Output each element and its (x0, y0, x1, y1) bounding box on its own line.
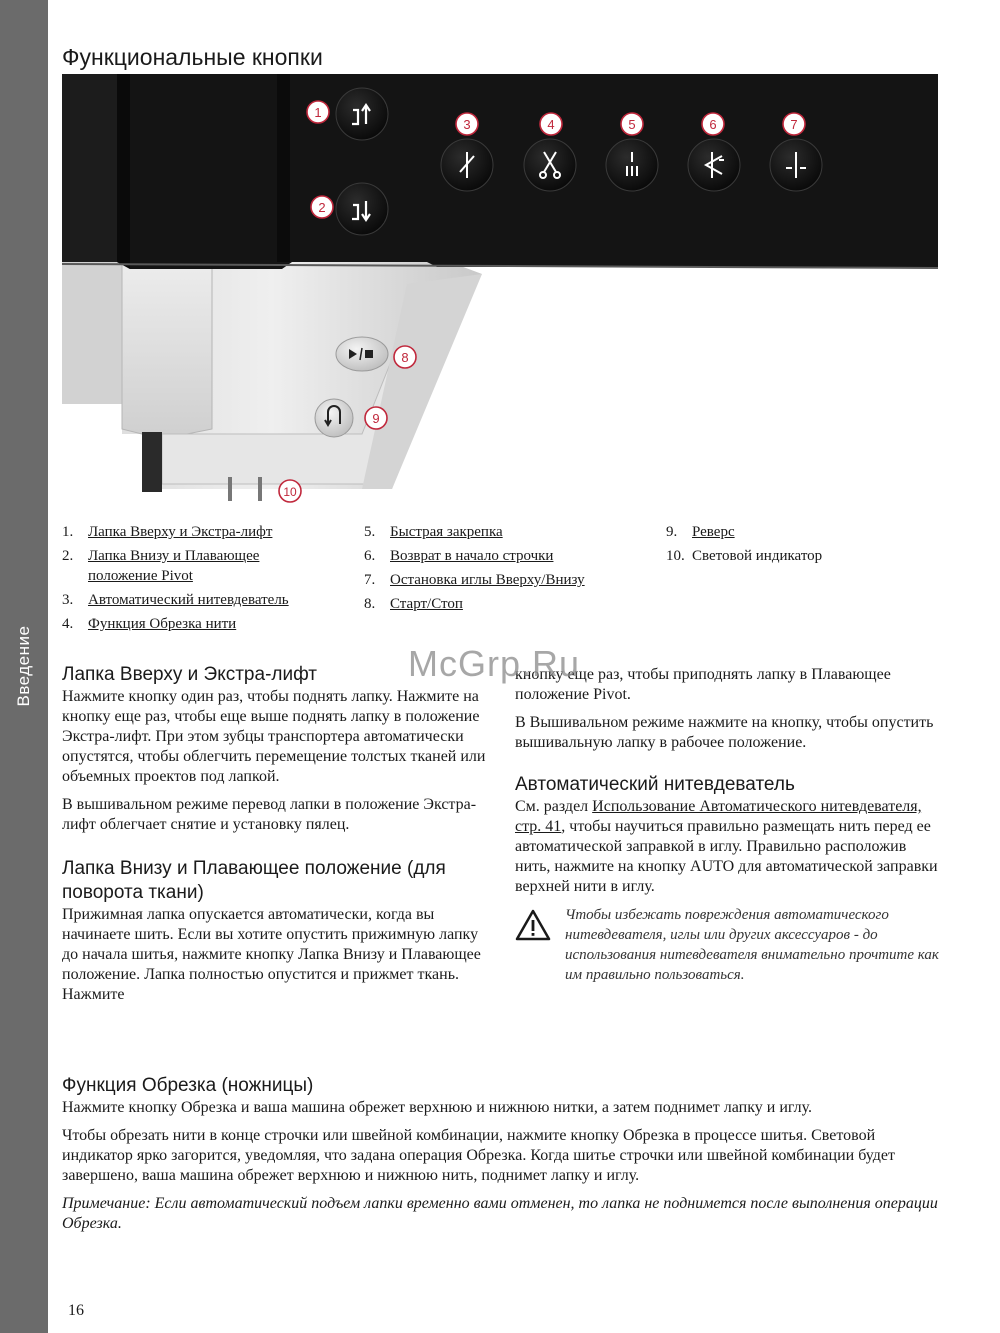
callout-2 (311, 196, 333, 218)
thread-cutter-button[interactable] (524, 139, 576, 191)
callout-3 (456, 113, 478, 135)
cutter-note: Примечание: Если автоматический подъем лапки временно вами отменен, то лапка не поднимется после выполнения операции Обрезка. (62, 1195, 938, 1232)
legend-link-foot-down[interactable]: Лапка Внизу и Плавающее положение Pivot (88, 548, 260, 584)
svg-text:7: 7 (790, 117, 798, 132)
cutter-paragraph-2: Чтобы обрезать нити в конце строчки или швейной комбинации, нажмите кнопку Обрезка в процессе шитья. Световой индикатор ярко загорится, уведомляя, что задана операция Обрезка. Когда шитье строчки или швейной комбинации будет завершено, ваша машина обрежет верхнюю и нижнюю нить, поднимет лапку и иглу. (62, 1127, 895, 1184)
presser-foot-down-button[interactable] (336, 183, 388, 235)
legend-link-reverse[interactable]: Реверс (692, 524, 735, 540)
legend-item: 5. Быстрая закрепка (364, 524, 503, 540)
threader-warning (515, 905, 939, 985)
sidebar-band (0, 0, 48, 1333)
legend-indicator-label: Световой индикатор (692, 548, 823, 564)
page-title: Функциональные кнопки (62, 44, 323, 70)
tie-off-button[interactable] (606, 139, 658, 191)
legend-link-foot-up[interactable]: Лапка Вверху и Экстра-лифт (88, 524, 273, 540)
svg-text:6: 6 (709, 117, 717, 132)
cutter-section (62, 1074, 942, 1242)
callout-8 (394, 346, 416, 368)
needle-threader-button[interactable] (441, 139, 493, 191)
legend-item: 7. Остановка иглы Вверху/Внизу (364, 572, 585, 588)
legend-item: 3. Автоматический нитевдеватель (62, 592, 289, 608)
foot-down-paragraph-1: Прижимная лапка опускается автоматически, когда вы начинаете шить. Если вы хотите опустить прижимную лапку до начала шитья, нажмите кнопку Лапка Внизу и Плавающее положение. Лапка полностью опустится и прижмет ткань. Нажмите (62, 906, 481, 1003)
svg-text:5: 5 (628, 117, 636, 132)
callout-6 (702, 113, 724, 135)
legend-link-tie-off[interactable]: Быстрая закрепка (390, 524, 503, 540)
legend-col-2 (364, 522, 654, 618)
callout-5 (621, 113, 643, 135)
legend-link-needle-stop[interactable]: Остановка иглы Вверху/Внизу (390, 572, 585, 588)
cutter-paragraph-1: Нажмите кнопку Обрезка и ваша машина обрежет верхнюю и нижнюю нитки, а затем поднимет лапку и иглу. (62, 1099, 813, 1116)
callout-4 (540, 113, 562, 135)
start-stop-button[interactable] (336, 337, 388, 371)
foot-down-paragraph-2: кнопку еще раз, чтобы приподнять лапку в Плавающее положение Pivot. (515, 666, 891, 703)
foot-up-paragraph-1: Нажмите кнопку один раз, чтобы поднять лапку. Нажмите на кнопку еще раз, чтобы еще выше поднять лапку в положение Экстра-лифт. При этом зубцы транспортера автоматически опустятся, чтобы облегчить перемещение толстых тканей или объемных проектов под лапкой. (62, 688, 486, 785)
presser-foot-up-button[interactable] (336, 88, 388, 140)
threader-paragraph: См. раздел Использование Автоматического нитевдевателя, стр. 41, чтобы научиться правильно размещать нить перед ее автоматической заправкой в иглу. Правильно расположив нить, нажмите на кнопку AUTO для автоматической заправки верхней нити в иглу. (515, 798, 938, 895)
page-number: 16 (68, 1302, 84, 1319)
section-title-foot-up: Лапка Вверху и Экстра-лифт (62, 664, 318, 685)
svg-text:1: 1 (314, 105, 322, 120)
right-column (515, 665, 939, 985)
sidebar-section-label: Введение (14, 625, 33, 707)
threader-reference-link[interactable]: Использование Автоматического нитевдевателя, стр. 41 (515, 798, 922, 835)
legend-link-restart[interactable]: Возврат в начало строчки (390, 548, 554, 564)
svg-text:4: 4 (547, 117, 555, 132)
legend-item: 8. Старт/Стоп (364, 596, 463, 612)
section-title-foot-down: Лапка Внизу и Плавающее положение (для поворота ткани) (62, 858, 446, 903)
legend-item: 6. Возврат в начало строчки (364, 548, 554, 564)
svg-text:9: 9 (372, 411, 380, 426)
foot-up-paragraph-2: В вышивальном режиме перевод лапки в положение Экстра-лифт облегчает снятие и установку пялец. (62, 796, 477, 833)
watermark: McGrp.Ru (408, 643, 581, 684)
legend-item: 2. Лапка Внизу и Плавающее положение Pivot (62, 546, 352, 586)
reverse-button[interactable] (315, 399, 353, 437)
legend-item: 9. Реверс (666, 524, 735, 540)
legend-link-start-stop[interactable]: Старт/Стоп (390, 596, 463, 612)
callout-7 (783, 113, 805, 135)
callout-9 (365, 407, 387, 429)
warning-text: Чтобы избежать повреждения автоматического нитевдевателя, иглы или других аксессуаров - до использования нитевдевателя внимательно прочтите как им правильно пользоваться. (565, 907, 939, 983)
stitch-restart-button[interactable] (688, 139, 740, 191)
section-title-threader: Автоматический нитевдеватель (515, 774, 795, 795)
section-title-cutter: Функция Обрезка (ножницы) (62, 1075, 314, 1096)
legend-item: 4. Функция Обрезка нити (62, 616, 237, 632)
left-column (62, 663, 486, 1013)
svg-text:8: 8 (401, 350, 409, 365)
svg-text:10: 10 (283, 485, 297, 499)
svg-text:2: 2 (318, 200, 326, 215)
foot-down-paragraph-3: В Вышивальном режиме нажмите на кнопку, чтобы опустить вышивальную лапку в рабочее положение. (515, 714, 934, 751)
callout-1 (307, 101, 329, 123)
needle-stop-button[interactable] (770, 139, 822, 191)
machine-illustration (62, 74, 938, 504)
legend-col-3 (666, 522, 936, 570)
svg-text:3: 3 (463, 117, 471, 132)
legend-col-1 (62, 522, 352, 638)
legend-link-cutter[interactable]: Функция Обрезка нити (88, 616, 237, 632)
legend-item: 10. Световой индикатор (666, 548, 823, 564)
warning-icon (515, 909, 551, 941)
legend-item: 1. Лапка Вверху и Экстра-лифт (62, 524, 273, 540)
callout-10 (279, 480, 301, 502)
legend-link-threader[interactable]: Автоматический нитевдеватель (88, 592, 289, 608)
machine-svg (62, 74, 938, 504)
